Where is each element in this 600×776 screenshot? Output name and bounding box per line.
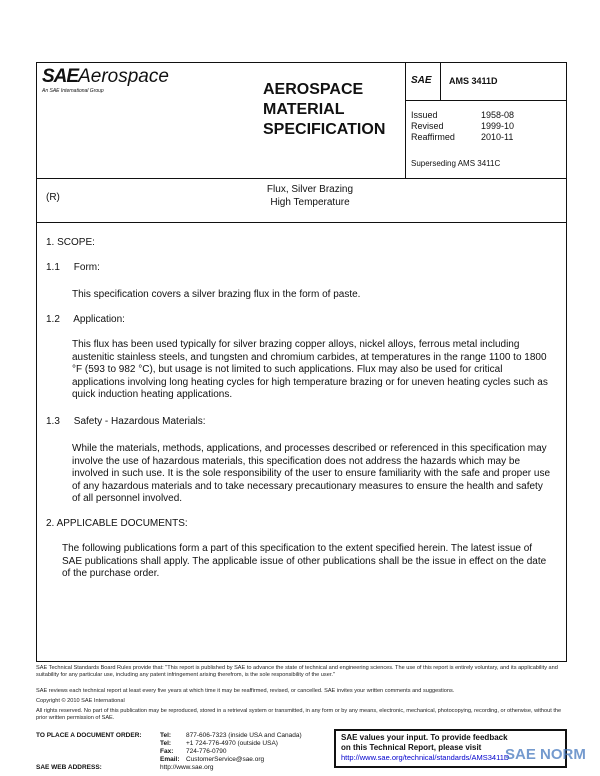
contact-block: Tel: 877-606-7323 (inside USA and Canada) Tel: +1 724-776-4970 (outside USA) Fax: 724-776-0790 Email: CustomerService@sae.org http://www.sae.org	[160, 732, 302, 771]
divider	[36, 178, 567, 179]
feedback-box: SAE values your input. To provide feedback on this Technical Report, please visit http://www.sae.org/technical/standards/AMS3411D	[334, 729, 567, 768]
superseding-note: Superseding AMS 3411C	[411, 159, 501, 168]
divider	[405, 62, 406, 178]
footer-copyright: Copyright © 2010 SAE International	[36, 698, 125, 704]
footer-rights: All rights reserved. No part of this publication may be reproduced, stored in a retrieval system or transmitted, in any form or by any means, electronic, mechanical, photocopying, recording, or otherwise, without the prior written permission of SAE.	[36, 708, 562, 721]
divider	[440, 62, 441, 100]
paragraph: The following publications form a part of this specification to the extent specified herein. The latest issue of SAE publications shall apply. The applicable issue of other publications shall be the issue in effect on the date of the purchase order.	[62, 543, 547, 579]
section-heading: 2. APPLICABLE DOCUMENTS:	[46, 518, 188, 529]
web-address-link[interactable]: http://www.sae.org	[160, 764, 214, 771]
paragraph: This specification covers a silver brazing flux in the form of paste.	[72, 289, 361, 300]
web-label: SAE WEB ADDRESS:	[36, 764, 102, 771]
footer-review: SAE reviews each technical report at least every five years at which time it may be reaffirmed, revised, or cancelled. SAE invites your written comments and suggestions.	[36, 688, 455, 694]
divider	[405, 100, 567, 101]
subject-title: Flux, Silver Brazing High Temperature	[266, 184, 354, 208]
paragraph: While the materials, methods, applications, and processes described or referenced in this specification may involve the use of hazardous materials, this specification does not address the hazards which may be involved in such use. It is the sole responsibility of the user to ensure familiarity with the safe and proper use of any hazardous materials and to take necessary precautionary measures to ensure the health and safety of all personnel involved.	[72, 443, 551, 504]
section-heading: 1.1 Form:	[46, 262, 100, 273]
sae-mark: SAE	[411, 75, 432, 86]
paragraph: This flux has been used typically for silver brazing copper alloys, nickel alloys, ferrous metal including austenitic stainless steels, and tungsten and chromium carbides, at temperatures in the range 1100 to 1800 °F (593 to 982 °C), but usage is not limited to such applications. Flux may also be used for critical applications involving long heating cycles for high temperature brazing or for uneven heating cycles such as quick induction heating applications.	[72, 339, 548, 400]
sae-aerospace-logo: SAEAerospace An SAE International Group	[42, 66, 169, 94]
section-heading: 1.3 Safety - Hazardous Materials:	[46, 416, 206, 427]
feedback-link[interactable]: http://www.sae.org/technical/standards/AMS3411D	[341, 753, 510, 762]
divider	[36, 222, 567, 223]
section-heading: 1.2 Application:	[46, 314, 125, 325]
section-heading: 1. SCOPE:	[46, 237, 95, 248]
watermark: SAE NORM	[505, 746, 586, 763]
order-label: TO PLACE A DOCUMENT ORDER:	[36, 732, 142, 739]
revision-mark: (R)	[46, 192, 60, 203]
dates-block: Issued 1958-08 Revised 1999-10 Reaffirmed 2010-11	[411, 110, 515, 142]
document-type-title: AEROSPACE MATERIAL SPECIFICATION	[263, 81, 386, 138]
footer-rules: SAE Technical Standards Board Rules provide that: "This report is published by SAE to advance the state of technical and engineering sciences. The use of this report is entirely voluntary, and its applicability and suitability for any particular use, including any patent infringement arising therefrom, is the sole responsibility of the user."	[36, 665, 558, 678]
document-number: AMS 3411D	[449, 76, 498, 86]
